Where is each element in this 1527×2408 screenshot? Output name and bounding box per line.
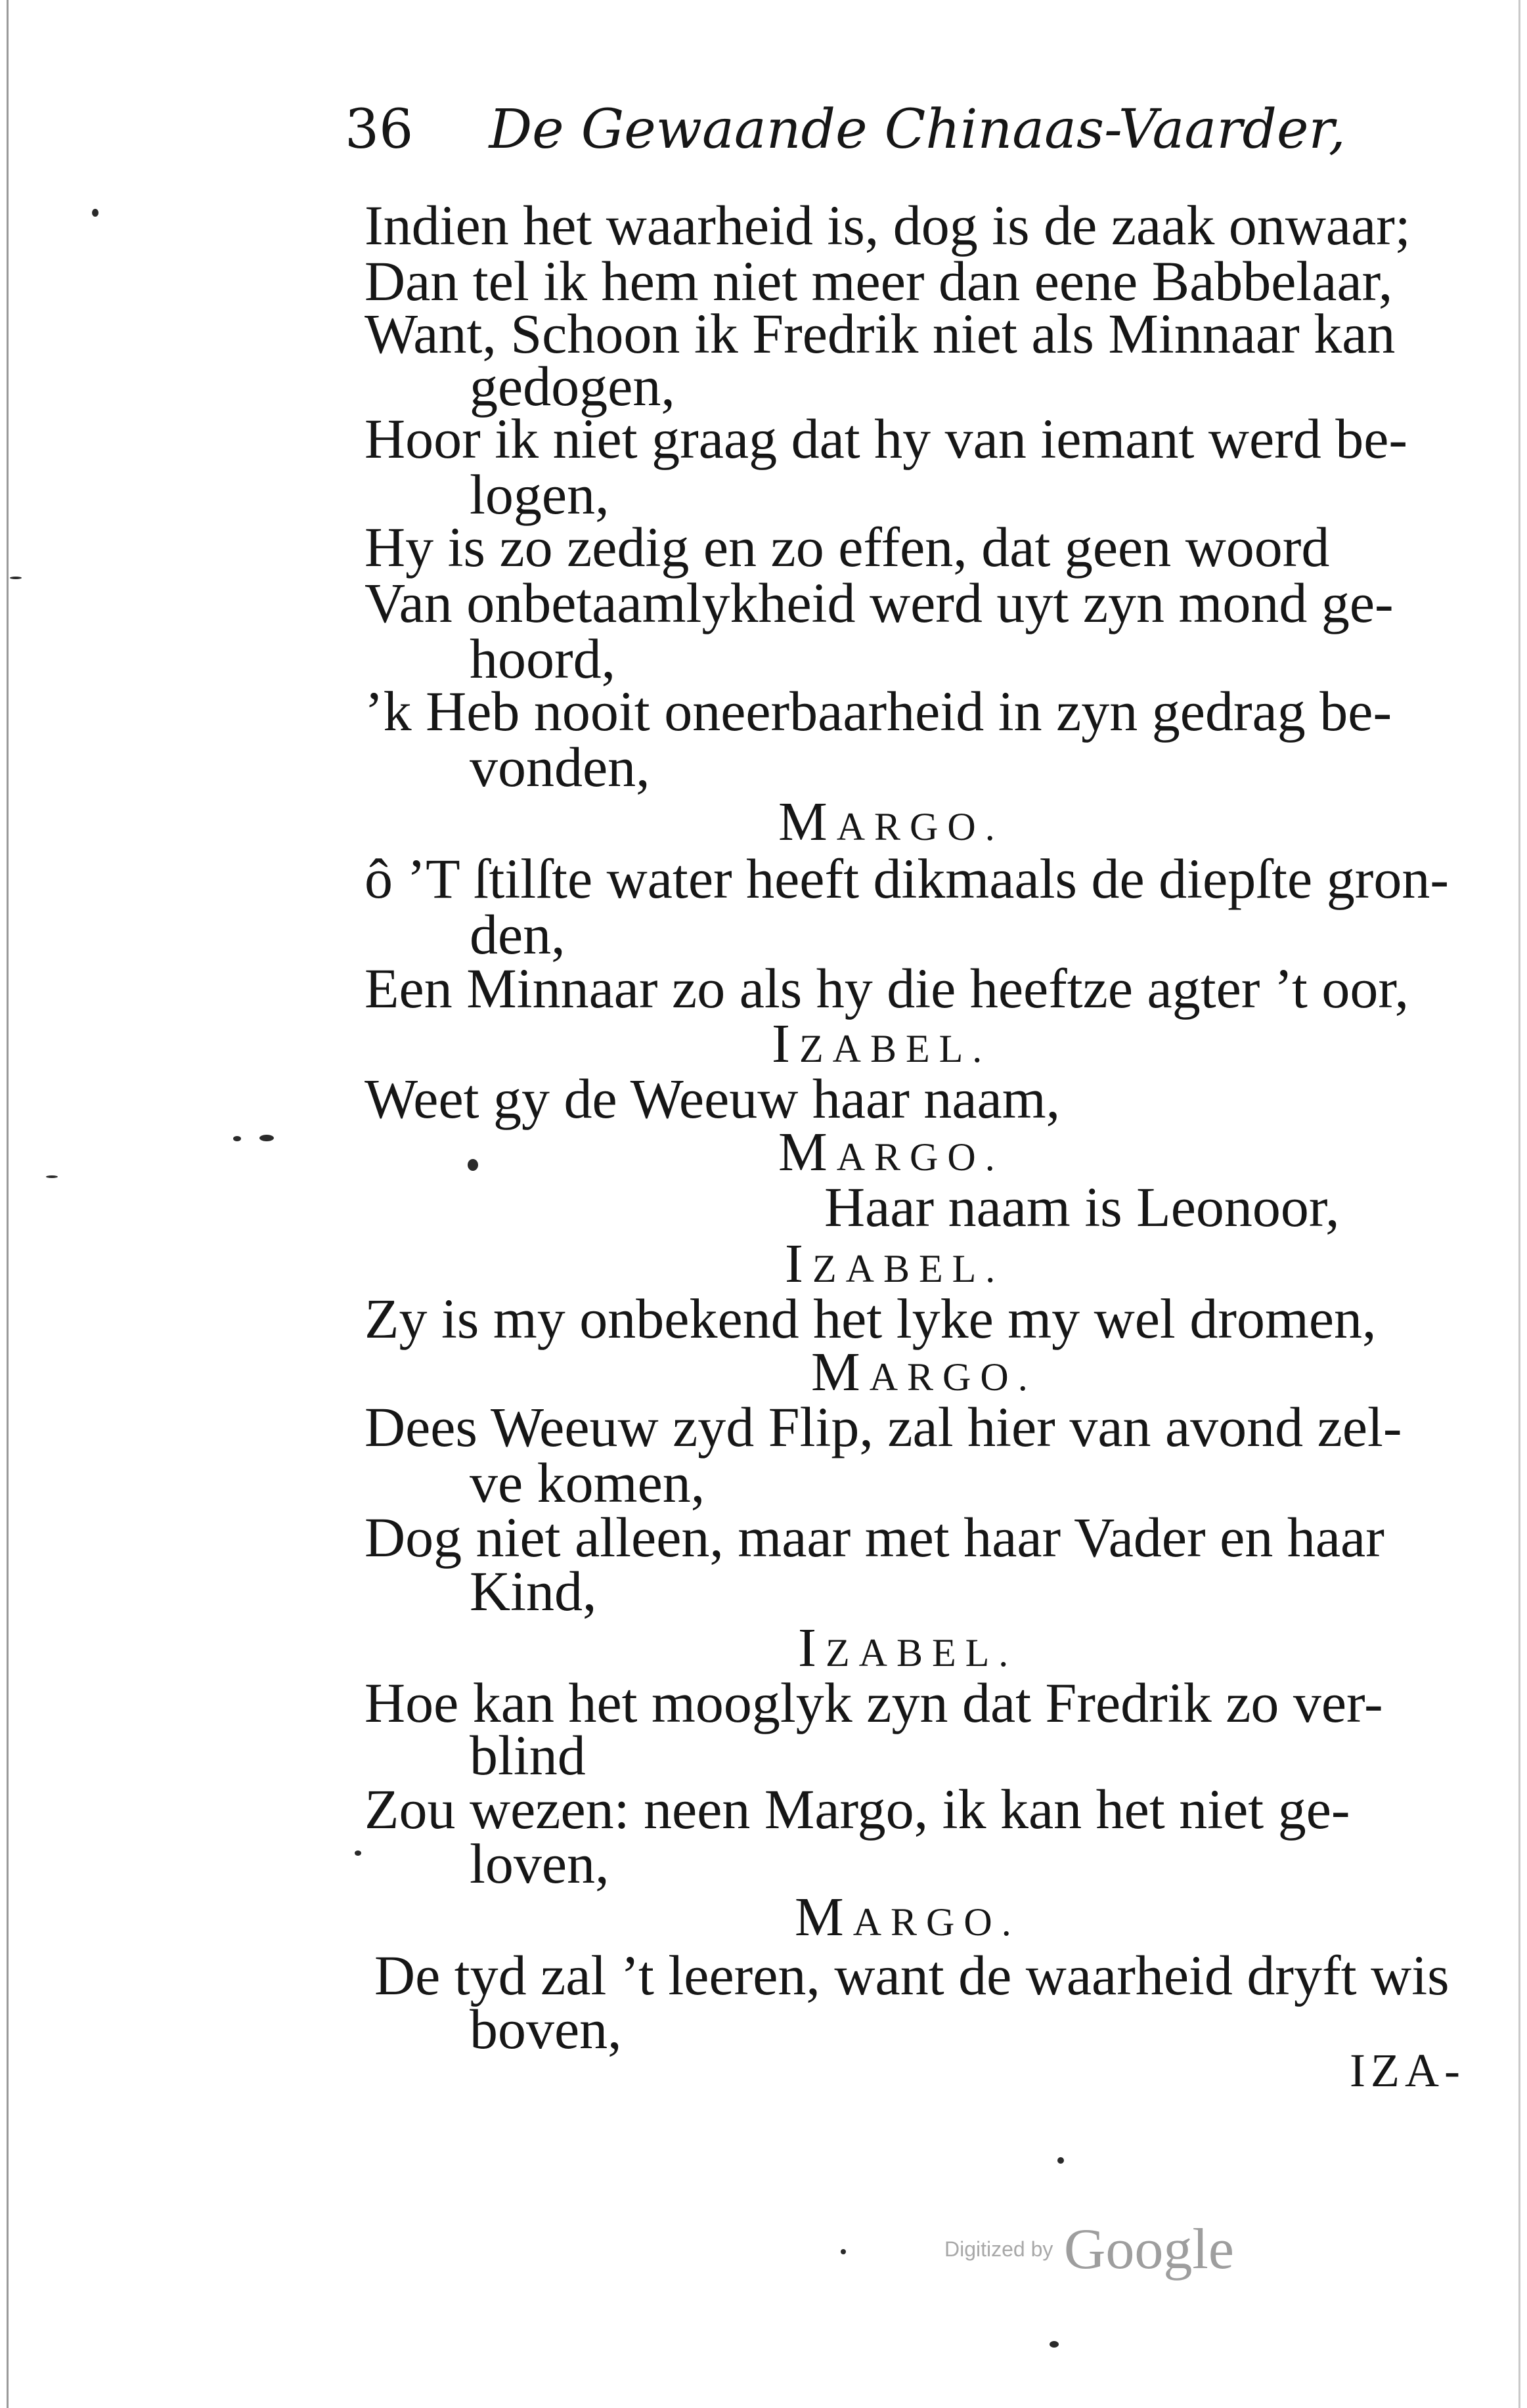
speaker-name: IZABEL. [772, 1013, 992, 1074]
ink-speck [841, 2249, 846, 2254]
verse-line-continuation: vonden, [470, 735, 650, 799]
running-title: De Gewaande Chinaas-Vaarder, [489, 99, 1346, 161]
speaker-name: IZABEL. [785, 1233, 1005, 1294]
verse-line: Zou wezen: neen Margo, ik kan het niet ge- [365, 1778, 1350, 1841]
speaker-name: MARGO. [778, 791, 1004, 852]
verse-line: Van onbetaamlykheid werd uyt zyn mond ge- [365, 571, 1394, 634]
verse-line: Dees Weeuw zyd Flip, zal hier van avond zel- [365, 1395, 1402, 1458]
page-header [345, 99, 1346, 190]
ink-speck [10, 577, 22, 579]
verse-line-continuation: loven, [470, 1832, 609, 1895]
speaker-name: MARGO. [811, 1342, 1037, 1403]
verse-line-continuation: ve komen, [470, 1451, 705, 1514]
verse-line-continuation: Kind, [470, 1560, 597, 1623]
ink-speck [468, 1159, 478, 1171]
catchword: IZA- [1350, 2044, 1465, 2097]
verse-line-continuation: hoord, [470, 627, 616, 690]
page-number: 36 [345, 99, 414, 161]
verse-line-continuation: den, [470, 903, 565, 966]
verse-line: Dog niet alleen, maar met haar Vader en haar [365, 1506, 1384, 1569]
google-logo: Google [1063, 2218, 1234, 2281]
ink-speck [1057, 2157, 1064, 2164]
verse-line: Hoe kan het mooglyk zyn dat Fredrik zo ver- [365, 1671, 1383, 1734]
ink-speck [355, 1850, 361, 1856]
speaker-name: IZABEL. [798, 1617, 1018, 1678]
verse-line: Zy is my onbekend het lyke my wel dromen, [365, 1287, 1377, 1350]
verse-line: De tyd zal ’t leeren, want de waarheid dryft wis [374, 1944, 1450, 2007]
verse-line-half: Haar naam is Leonoor, [824, 1175, 1340, 1238]
page-left-edge [7, 0, 9, 2408]
verse-line-continuation: boven, [470, 1998, 622, 2061]
ink-speck [92, 209, 99, 217]
verse-line: Hy is zo zedig en zo effen, dat geen woord [365, 515, 1330, 579]
ink-speck [259, 1135, 274, 1141]
ink-speck [1050, 2341, 1059, 2348]
verse-line: Een Minnaar zo als hy die heeftze agter ’t oor, [365, 957, 1409, 1020]
page-right-edge [1518, 0, 1520, 2408]
verse-line: Weet gy de Weeuw haar naam, [365, 1067, 1061, 1130]
speaker-name: MARGO. [778, 1122, 1004, 1183]
verse-line-continuation: gedogen, [470, 355, 675, 418]
verse-line: Hoor ik niet graag dat hy van iemant werd be- [365, 407, 1408, 470]
speaker-name: MARGO. [795, 1887, 1021, 1948]
verse-line: ô ’T ſtilſte water heeft dikmaals de diepſte gron- [365, 847, 1449, 910]
ink-speck [233, 1136, 241, 1141]
watermark-caption: Digitized by [944, 2237, 1053, 2261]
verse-line: ’k Heb nooit oneerbaarheid in zyn gedrag be- [365, 680, 1392, 743]
verse-line: Dan tel ik hem niet meer dan eene Babbelaar, [365, 250, 1393, 313]
verse-line: Indien het waarheid is, dog is de zaak onwaar; [365, 194, 1411, 257]
digitized-by-google-watermark [944, 2216, 1234, 2283]
verse-line-continuation: blind [470, 1724, 586, 1787]
ink-speck [46, 1175, 58, 1178]
verse-line-continuation: logen, [470, 463, 609, 526]
verse-line: Want, Schoon ik Fredrik niet als Minnaar kan [365, 302, 1396, 365]
